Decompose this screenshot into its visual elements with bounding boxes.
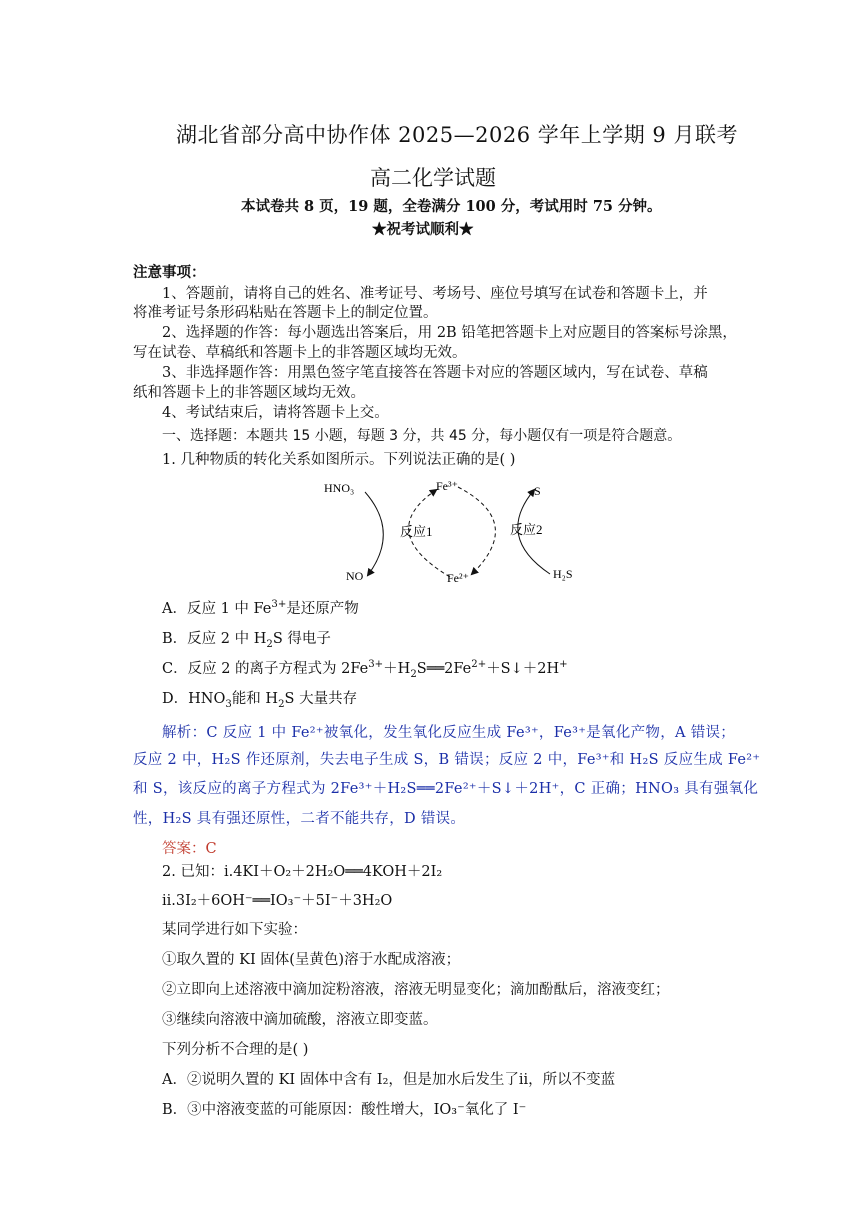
- option-d: D．$HNO_3$能和 $H_2S$ 大量共存: [162, 691, 358, 710]
- option-a: A．反应 1 中 $Fe^{3+}$是还原产物: [162, 599, 359, 617]
- analysis-line: 反应 2 中，H₂S 作还原剂，失去电子生成 S，B 错误；反应 2 中，Fe³⁺和 H₂S 反应生成 Fe²⁺: [133, 752, 761, 768]
- label-fe3: Fe³⁺: [436, 479, 458, 493]
- question-2-reaction-ii: ⅱ.3I₂＋6OH⁻══IO₃⁻＋5I⁻＋3H₂O: [162, 893, 393, 909]
- arc-fe3-to-fe2: [458, 487, 495, 574]
- question-2-option-a: A．②说明久置的 KI 固体中含有 I₂，但是加水后发生了ⅱ，所以不变蓝: [162, 1072, 616, 1088]
- arc-hno3-to-no: [365, 492, 383, 575]
- notice-line: 纸和答题卡上的非答题区域均无效。: [133, 385, 365, 401]
- label-reaction1: 反应1: [400, 524, 433, 539]
- exam-subtitle: 高二化学试题: [370, 166, 496, 190]
- exam-title: 湖北省部分高中协作体 2025—2026 学年上学期 9 月联考: [176, 123, 738, 147]
- label-reaction2: 反应2: [510, 522, 543, 537]
- notice-line: 3、非选择题作答：用黑色签字笔直接答在答题卡对应的答题区域内，写在试卷、草稿: [162, 365, 708, 381]
- notice-line: 4、考试结束后，请将答题卡上交。: [162, 405, 389, 421]
- exam-wish: ★祝考试顺利★: [372, 221, 474, 238]
- label-s: S: [534, 484, 541, 498]
- option-b: B．反应 2 中 $H_2S$ 得电子: [162, 631, 331, 650]
- notice-line: 1、答题前，请将自己的姓名、准考证号、考场号、座位号填写在试卷和答题卡上，并: [162, 286, 708, 302]
- question-2-option-b: B．③中溶液变蓝的可能原因：酸性增大，IO₃⁻氧化了 I⁻: [162, 1102, 527, 1118]
- notice-heading: 注意事项：: [133, 264, 206, 281]
- reaction-cycle-diagram: [310, 472, 590, 590]
- label-hno3: HNO₃: [324, 481, 355, 495]
- answer: 答案：C: [162, 841, 217, 857]
- analysis-line: 性，H₂S 具有强还原性，二者不能共存，D 错误。: [133, 811, 466, 827]
- analysis-line: 和 S，该反应的离子方程式为 2Fe³⁺＋H₂S══2Fe²⁺＋S↓＋2H⁺，C 正确；HNO₃ 具有强氧化: [133, 781, 759, 797]
- experiment-1: ①取久置的 KI 固体(呈黄色)溶于水配成溶液；: [162, 952, 461, 968]
- experiment-2: ②立即向上述溶液中滴加淀粉溶液，溶液无明显变化；滴加酚酞后，溶液变红；: [162, 982, 670, 998]
- exam-info: 本试卷共 8 页，19 题，全卷满分 100 分，考试用时 75 分钟。: [241, 198, 662, 215]
- label-no: NO: [346, 569, 364, 583]
- option-c: C．反应 2 的离子方程式为 $2Fe^{3+}+H_2S══2Fe^{2+}+S↓+2H^+$: [162, 659, 568, 680]
- question-2-stem: 2. 已知：ⅰ.4KI＋O₂＋2H₂O══4KOH＋2I₂: [162, 864, 443, 880]
- section-heading: 一、选择题：本题共 15 小题，每题 3 分，共 45 分，每小题仅有一项是符合题意。: [162, 428, 682, 444]
- notice-line: 写在试卷、草稿纸和答题卡上的非答题区域均无效。: [133, 345, 467, 361]
- notice-line: 2、选择题的作答：每小题选出答案后，用 2B 铅笔把答题卡上对应题目的答案标号涂黑，: [162, 325, 737, 341]
- analysis-line: 解析：C 反应 1 中 Fe²⁺被氧化，发生氧化反应生成 Fe³⁺，Fe³⁺是氧化产物，A 错误；: [162, 725, 736, 741]
- label-fe2: Fe²⁺: [447, 571, 469, 585]
- question-1-stem: 1. 几种物质的转化关系如图所示。下列说法正确的是( ): [162, 452, 516, 468]
- question-2-ask: 下列分析不合理的是( ): [162, 1042, 309, 1058]
- notice-line: 将准考证号条形码粘贴在答题卡上的制定位置。: [133, 305, 438, 321]
- experiment-3: ③继续向溶液中滴加硫酸，溶液立即变蓝。: [162, 1012, 438, 1028]
- label-h2s: H₂S: [553, 567, 573, 581]
- question-2-intro: 某同学进行如下实验：: [162, 922, 307, 938]
